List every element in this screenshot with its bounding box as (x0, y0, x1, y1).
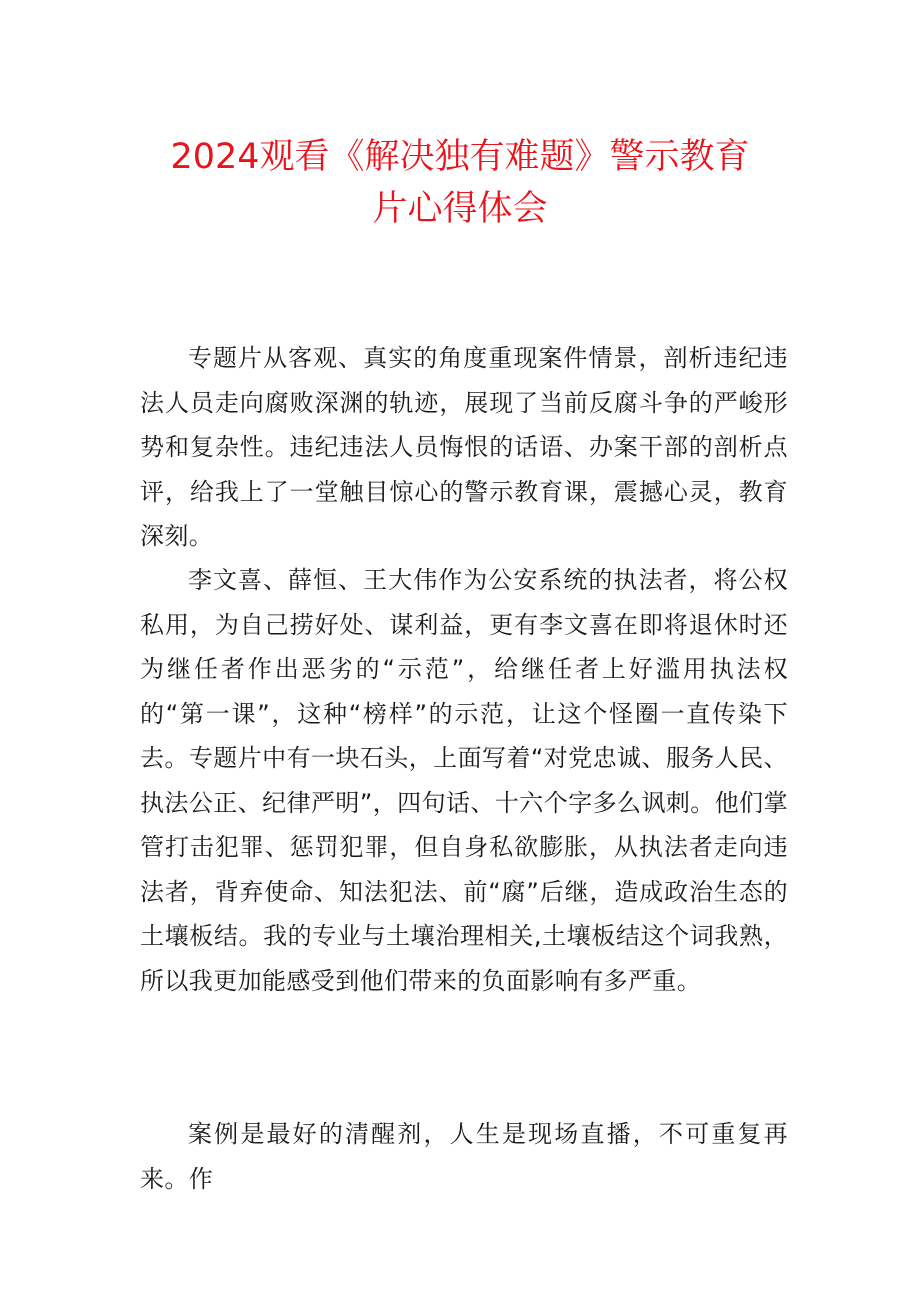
body-paragraph-3: 案例是最好的清醒剂，人生是现场直播，不可重复再来。作 (140, 1120, 788, 1193)
document-title-line-2: 片心得体会 (372, 189, 548, 229)
body-paragraph-1: 专题片从客观、真实的角度重现案件情景，剖析违纪违法人员走向腐败深渊的轨迹，展现了当前反腐斗争的严峻形势和复杂性。违纪违法人员悔恨的话语、办案干部的剖析点评，给我上了一堂触目惊心的警示教育课，震撼心灵，教育深刻。 (140, 344, 788, 550)
document-title-line-1: 2024观看《解决独有难题》警示教育 (170, 137, 750, 177)
body-paragraph-2: 李文喜、薛恒、王大伟作为公安系统的执法者，将公权私用，为自己捞好处、谋利益，更有李文喜在即将退休时还为继任者作出恶劣的“示范”，给继任者上好滥用执法权的“第一课”，这种“榜样”的示范，让这个怪圈一直传染下去。专题片中有一块石头，上面写着“对党忠诚、服务人民、执法公正、纪律严明”，四句话、十六个字多么讽刺。他们掌管打击犯罪、惩罚犯罪，但自身私欲膨胀，从执法者走向违法者，背弃使命、知法犯法、前“腐”后继，造成政治生态的土壤板结。我的专业与土壤治理相关,土壤板结这个词我熟，所以我更加能感受到他们带来的负面影响有多严重。 (140, 566, 788, 995)
